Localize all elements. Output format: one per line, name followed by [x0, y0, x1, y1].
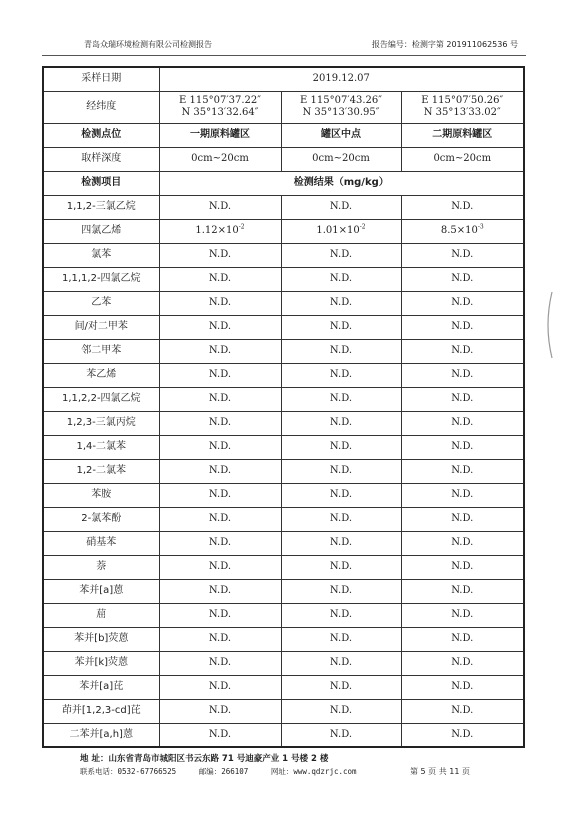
- result-value: N.D.: [281, 579, 401, 603]
- depth-value: 0cm~20cm: [159, 147, 281, 171]
- item-name: 茚并[1,2,3-cd]芘: [43, 699, 159, 723]
- footer-website: 网址：www.qdzrjc.com: [270, 767, 357, 776]
- result-value: N.D.: [281, 315, 401, 339]
- coords-cell: E 115°07′37.22″ N 35°13′32.64″: [159, 91, 281, 123]
- result-value: N.D.: [281, 627, 401, 651]
- result-value: N.D.: [401, 459, 524, 483]
- result-value: N.D.: [159, 291, 281, 315]
- result-value: N.D.: [401, 507, 524, 531]
- table-row: [43, 339, 524, 363]
- result-value: N.D.: [281, 243, 401, 267]
- item-name: 2-氯苯酚: [43, 507, 159, 531]
- result-value: N.D.: [159, 483, 281, 507]
- result-value: N.D.: [281, 291, 401, 315]
- report-header: [50, 39, 518, 53]
- table-row: [43, 315, 524, 339]
- result-value: N.D.: [159, 675, 281, 699]
- report-number: 报告编号：检测字第 201911062536 号: [371, 40, 518, 49]
- result-header: 检测结果（mg/kg）: [159, 171, 524, 195]
- table-row: [43, 363, 524, 387]
- result-value: N.D.: [159, 651, 281, 675]
- seal-fragment-icon: [542, 290, 554, 360]
- item-name: 二苯并[a,h]蒽: [43, 723, 159, 747]
- depth-row: [43, 147, 524, 171]
- table-row: [43, 387, 524, 411]
- result-header-row: [43, 171, 524, 195]
- result-value: N.D.: [159, 363, 281, 387]
- result-value: N.D.: [281, 507, 401, 531]
- result-value: N.D.: [401, 627, 524, 651]
- footer-address: 地 址：山东省青岛市城阳区书云东路 71 号迪豪产业 1 号楼 2 楼: [80, 754, 329, 764]
- footer-contacts: [80, 766, 375, 777]
- result-value: N.D.: [159, 435, 281, 459]
- result-value: N.D.: [159, 459, 281, 483]
- result-value: N.D.: [401, 387, 524, 411]
- result-value: N.D.: [401, 315, 524, 339]
- result-value: N.D.: [281, 411, 401, 435]
- result-value: N.D.: [281, 195, 401, 219]
- result-value: N.D.: [281, 603, 401, 627]
- item-name: 四氯乙烯: [43, 219, 159, 243]
- result-value: N.D.: [281, 699, 401, 723]
- result-value: N.D.: [281, 651, 401, 675]
- result-value: N.D.: [159, 603, 281, 627]
- result-value: N.D.: [401, 267, 524, 291]
- item-name: 苯胺: [43, 483, 159, 507]
- test-results-table: [42, 66, 525, 748]
- result-value: N.D.: [281, 363, 401, 387]
- item-header: 检测项目: [43, 171, 159, 195]
- item-name: 䓛: [43, 603, 159, 627]
- item-name: 邻二甲苯: [43, 339, 159, 363]
- table-row: [43, 603, 524, 627]
- table-row: [43, 459, 524, 483]
- result-value: $1.12\times 10^{-2}$: [159, 219, 281, 243]
- company-name: 青岛众瑞环境检测有限公司检测报告: [84, 40, 212, 49]
- table-row: [43, 411, 524, 435]
- table-row: [43, 627, 524, 651]
- table-row: [43, 507, 524, 531]
- table-row: [43, 723, 524, 747]
- point-name: 罐区中点: [281, 123, 401, 147]
- item-name: 1,4-二氯苯: [43, 435, 159, 459]
- table-row: [43, 243, 524, 267]
- table-row: [43, 651, 524, 675]
- sampling-date-row: [43, 67, 524, 91]
- result-value: N.D.: [401, 435, 524, 459]
- result-value: N.D.: [281, 267, 401, 291]
- table-row: [43, 699, 524, 723]
- sampling-date-label: 采样日期: [43, 67, 159, 91]
- result-value: N.D.: [401, 195, 524, 219]
- item-name: 乙苯: [43, 291, 159, 315]
- item-name: 苯并[k]荧蒽: [43, 651, 159, 675]
- result-value: N.D.: [401, 555, 524, 579]
- item-name: 苯并[b]荧蒽: [43, 627, 159, 651]
- item-name: 间/对二甲苯: [43, 315, 159, 339]
- depth-label: 取样深度: [43, 147, 159, 171]
- header-divider: [42, 55, 526, 56]
- item-name: 1,1,2-三氯乙烷: [43, 195, 159, 219]
- page-number: 第 5 页 共 11 页: [410, 767, 470, 776]
- result-value: N.D.: [401, 243, 524, 267]
- result-value: N.D.: [401, 483, 524, 507]
- result-value: N.D.: [159, 195, 281, 219]
- item-name: 苯乙烯: [43, 363, 159, 387]
- item-name: 硝基苯: [43, 531, 159, 555]
- result-value: N.D.: [281, 435, 401, 459]
- item-name: 1,1,1,2-四氯乙烷: [43, 267, 159, 291]
- depth-value: 0cm~20cm: [281, 147, 401, 171]
- result-value: N.D.: [401, 579, 524, 603]
- item-name: 苯并[a]蒽: [43, 579, 159, 603]
- footer-postcode: 邮编：266107: [198, 767, 249, 776]
- point-label: 检测点位: [43, 123, 159, 147]
- coords-cell: E 115°07′43.26″ N 35°13′30.95″: [281, 91, 401, 123]
- item-name: 1,2-二氯苯: [43, 459, 159, 483]
- result-value: N.D.: [159, 627, 281, 651]
- item-name: 苯并[a]芘: [43, 675, 159, 699]
- table-row: [43, 267, 524, 291]
- table-row: [43, 435, 524, 459]
- item-name: 萘: [43, 555, 159, 579]
- result-value: N.D.: [401, 723, 524, 747]
- result-value: N.D.: [401, 699, 524, 723]
- table-row: [43, 579, 524, 603]
- sampling-date-value: 2019.12.07: [159, 67, 524, 91]
- point-row: [43, 123, 524, 147]
- point-name: 二期原料罐区: [401, 123, 524, 147]
- result-value: N.D.: [401, 651, 524, 675]
- coords-label: 经纬度: [43, 91, 159, 123]
- result-value: $1.01\times 10^{-2}$: [281, 219, 401, 243]
- result-value: N.D.: [159, 555, 281, 579]
- result-value: N.D.: [281, 483, 401, 507]
- table-row: [43, 291, 524, 315]
- result-value: N.D.: [159, 243, 281, 267]
- depth-value: 0cm~20cm: [401, 147, 524, 171]
- result-value: N.D.: [159, 387, 281, 411]
- result-value: N.D.: [281, 531, 401, 555]
- result-value: N.D.: [281, 675, 401, 699]
- table-row: [43, 219, 524, 243]
- result-value: N.D.: [281, 387, 401, 411]
- footer-phone: 联系电话：0532-67766525: [80, 767, 177, 776]
- item-name: 氯苯: [43, 243, 159, 267]
- result-value: N.D.: [159, 579, 281, 603]
- result-value: N.D.: [159, 315, 281, 339]
- result-value: N.D.: [401, 291, 524, 315]
- result-value: N.D.: [159, 699, 281, 723]
- result-value: N.D.: [159, 723, 281, 747]
- result-value: N.D.: [281, 339, 401, 363]
- result-value: N.D.: [281, 459, 401, 483]
- item-name: 1,1,2,2-四氯乙烷: [43, 387, 159, 411]
- point-name: 一期原料罐区: [159, 123, 281, 147]
- table-row: [43, 531, 524, 555]
- result-value: N.D.: [401, 339, 524, 363]
- result-value: N.D.: [401, 531, 524, 555]
- result-value: $8.5\times 10^{-3}$: [401, 219, 524, 243]
- result-value: N.D.: [159, 339, 281, 363]
- result-value: N.D.: [159, 411, 281, 435]
- result-value: N.D.: [401, 363, 524, 387]
- result-value: N.D.: [159, 507, 281, 531]
- table-row: [43, 483, 524, 507]
- result-value: N.D.: [159, 267, 281, 291]
- table-row: [43, 195, 524, 219]
- result-value: N.D.: [401, 675, 524, 699]
- table-row: [43, 555, 524, 579]
- item-name: 1,2,3-三氯丙烷: [43, 411, 159, 435]
- result-value: N.D.: [401, 411, 524, 435]
- table-row: [43, 675, 524, 699]
- coords-row: [43, 91, 524, 123]
- coords-cell: E 115°07′50.26″ N 35°13′33.02″: [401, 91, 524, 123]
- result-value: N.D.: [281, 723, 401, 747]
- result-value: N.D.: [281, 555, 401, 579]
- result-value: N.D.: [401, 603, 524, 627]
- result-value: N.D.: [159, 531, 281, 555]
